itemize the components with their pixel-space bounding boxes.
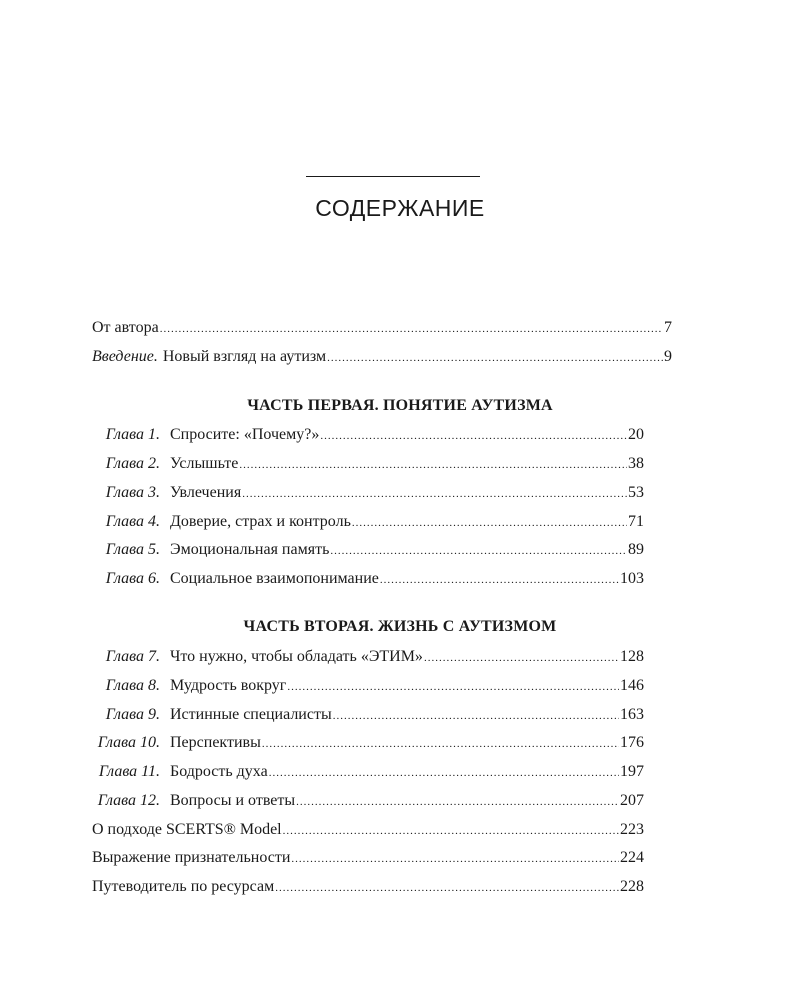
toc-entry-chapter-7[interactable]: [92, 647, 644, 668]
leader-dots: [239, 455, 627, 475]
toc-entry-chapter-3[interactable]: [92, 483, 644, 504]
toc-entry-page: 223: [620, 821, 644, 838]
toc-entry-page: 197: [620, 763, 644, 780]
leader-dots: [242, 484, 627, 504]
leader-dots: [291, 849, 619, 869]
toc-entry-chapter-4[interactable]: [92, 512, 644, 533]
toc-entry-page: 103: [620, 570, 644, 587]
toc-entry-title: Истинные специалисты: [170, 706, 332, 723]
toc-entry-label: Глава 3.: [105, 484, 160, 501]
toc-entry-label: Введение.: [92, 348, 158, 365]
leader-dots: [330, 541, 627, 561]
leader-dots: [287, 677, 619, 697]
toc-entry-page: 71: [628, 513, 644, 530]
toc-entry-page: 20: [628, 426, 644, 443]
leader-dots: [283, 821, 619, 841]
part-heading-2: ЧАСТЬ ВТОРАЯ. ЖИЗНЬ С АУТИЗМОМ: [243, 618, 557, 635]
toc-entry-chapter-1[interactable]: [92, 425, 644, 446]
toc-entry-label: Глава 12.: [97, 792, 160, 809]
leader-dots: [380, 570, 619, 590]
toc-entry-page: 224: [620, 849, 644, 866]
toc-entry-title: Спросите: «Почему?»: [170, 426, 320, 443]
toc-entry-chapter-11[interactable]: [92, 762, 644, 783]
toc-entry-label: Глава 9.: [105, 706, 160, 723]
toc-entry-introduction[interactable]: [92, 347, 672, 368]
toc-entry-chapter-2[interactable]: [92, 454, 644, 475]
part-heading-1: ЧАСТЬ ПЕРВАЯ. ПОНЯТИЕ АУТИЗМА: [247, 397, 553, 414]
toc-entry-page: 38: [628, 455, 644, 472]
toc-entry-title: Мудрость вокруг: [170, 677, 287, 694]
toc-entry-page: 53: [628, 484, 644, 501]
toc-entry-page: 9: [664, 348, 672, 365]
toc-entry-title: Новый взгляд на аутизм: [162, 348, 327, 365]
leader-dots: [333, 706, 619, 726]
toc-entry-page: 146: [620, 677, 644, 694]
toc-entry-label: Глава 11.: [98, 763, 160, 780]
toc-entry-label: Глава 1.: [105, 426, 160, 443]
toc-entry-title: Эмоциональная память: [170, 541, 330, 558]
toc-entry-label: Глава 2.: [105, 455, 160, 472]
toc-entry-page: 207: [620, 792, 644, 809]
page-title: СОДЕРЖАНИЕ: [315, 195, 485, 221]
toc-entry-label: Глава 8.: [105, 677, 160, 694]
toc-entry-page: 228: [620, 878, 644, 895]
leader-dots: [352, 513, 627, 533]
toc-entry-label: Глава 6.: [105, 570, 160, 587]
toc-entry-page: 128: [620, 648, 644, 665]
toc-entry-title: Путеводитель по ресурсам: [92, 878, 275, 895]
toc-entry-title: Выражение признательности: [92, 849, 291, 866]
toc-entry-from-author[interactable]: [92, 318, 672, 339]
leader-dots: [269, 763, 619, 783]
toc-entry-title: Бодрость духа: [170, 763, 268, 780]
toc-entry-acknowledgements[interactable]: [92, 848, 644, 869]
leader-dots: [327, 348, 663, 368]
toc-entry-page: 7: [664, 319, 672, 336]
leader-dots: [275, 878, 619, 898]
toc-entry-label: Глава 4.: [105, 513, 160, 530]
toc-entry-title: Доверие, страх и контроль: [170, 513, 351, 530]
toc-entry-label: Глава 7.: [105, 648, 160, 665]
toc-entry-label: Глава 5.: [105, 541, 160, 558]
leader-dots: [262, 734, 619, 754]
toc-entry-title: От автора: [92, 319, 159, 336]
toc-entry-chapter-12[interactable]: [92, 791, 644, 812]
toc-entry-title: Увлечения: [170, 484, 242, 501]
leader-dots: [296, 792, 619, 812]
toc-entry-title: Вопросы и ответы: [170, 792, 296, 809]
toc-entry-resource-guide[interactable]: [92, 877, 644, 898]
title-rule: [306, 176, 480, 177]
leader-dots: [424, 648, 619, 668]
toc-entry-title: Услышьте: [170, 455, 239, 472]
toc-entry-label: Глава 10.: [97, 734, 160, 751]
toc-entry-chapter-5[interactable]: [92, 540, 644, 561]
toc-entry-chapter-8[interactable]: [92, 676, 644, 697]
toc-entry-page: 163: [620, 706, 644, 723]
toc-entry-title: Перспективы: [170, 734, 261, 751]
toc-entry-chapter-6[interactable]: [92, 569, 644, 590]
toc-entry-chapter-10[interactable]: [92, 733, 644, 754]
toc-entry-scerts-model[interactable]: [92, 820, 644, 841]
leader-dots: [320, 426, 627, 446]
toc-entry-title: Социальное взаимопонимание: [170, 570, 379, 587]
leader-dots: [160, 319, 663, 339]
toc-entry-chapter-9[interactable]: [92, 705, 644, 726]
toc-entry-page: 176: [620, 734, 644, 751]
toc-entry-title: Что нужно, чтобы обладать «ЭТИМ»: [170, 648, 423, 665]
toc-entry-title: О подходе SCERTS® Model: [92, 821, 282, 838]
toc-entry-page: 89: [628, 541, 644, 558]
